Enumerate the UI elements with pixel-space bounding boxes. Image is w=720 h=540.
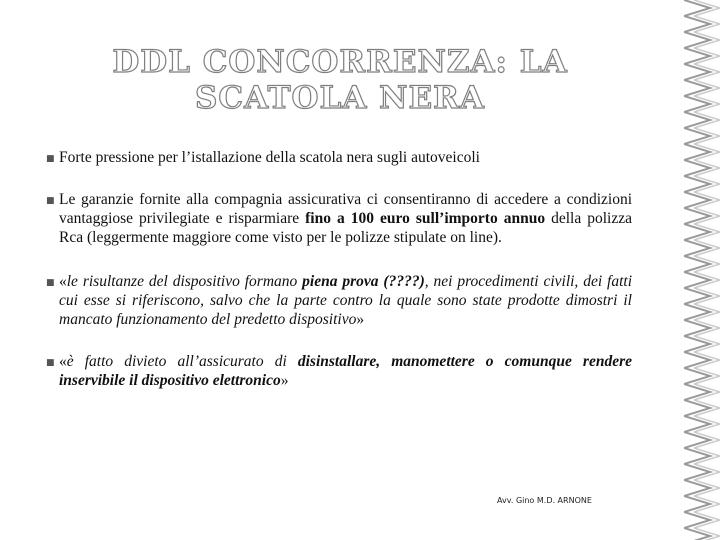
bullet-list — [46, 148, 632, 390]
bullet-text: Le garanzie fornite alla compagnia assicurativa ci consentiranno di accedere a condizioni vantaggiose privilegiate e risparmiare — [59, 191, 632, 227]
bullet-item — [46, 190, 632, 247]
bullet-item — [46, 352, 632, 390]
bullet-italic-text: , nei procedimenti civili, dei fatti cui esse si riferiscono, salvo che la parte contro la quale sono state prodotte dimostri il mancato funzionamento del predetto dispositivo — [59, 273, 632, 328]
decorative-edge-band — [684, 0, 720, 540]
square-bullet-icon: ■ — [46, 196, 55, 206]
close-quote: » — [356, 311, 365, 328]
open-quote: « — [59, 353, 67, 370]
close-quote: » — [280, 372, 289, 389]
author-signature: Avv. Gino M.D. ARNONE — [497, 496, 592, 505]
bullet-text: Forte pressione per l’istallazione della scatola nera sugli autoveicoli — [59, 149, 480, 166]
bullet-item — [46, 148, 632, 167]
bullet-bold-italic-text: disinstallare, manomettere o comunque rendere inservibile il dispositivo elettronico — [59, 353, 632, 389]
square-bullet-icon: ■ — [46, 154, 55, 164]
bullet-italic-text: le risultanze del dispositivo formano — [66, 273, 303, 290]
bullet-item — [46, 272, 632, 329]
bullet-italic-text: è fatto divieto all’assicurato di — [66, 353, 298, 370]
bullet-text: della polizza Rca (leggermente maggiore come visto per le polizze stipulate on line). — [59, 210, 633, 246]
slide-title: DDL CONCORRENZA: LA SCATOLA NERA — [112, 44, 568, 116]
square-bullet-icon: ■ — [46, 278, 55, 288]
square-bullet-icon: ■ — [46, 358, 55, 368]
bullet-bold-italic-text: piena prova (????) — [302, 273, 425, 290]
open-quote: « — [59, 273, 67, 290]
bullet-bold-text: fino a 100 euro sull’importo annuo — [305, 210, 546, 227]
